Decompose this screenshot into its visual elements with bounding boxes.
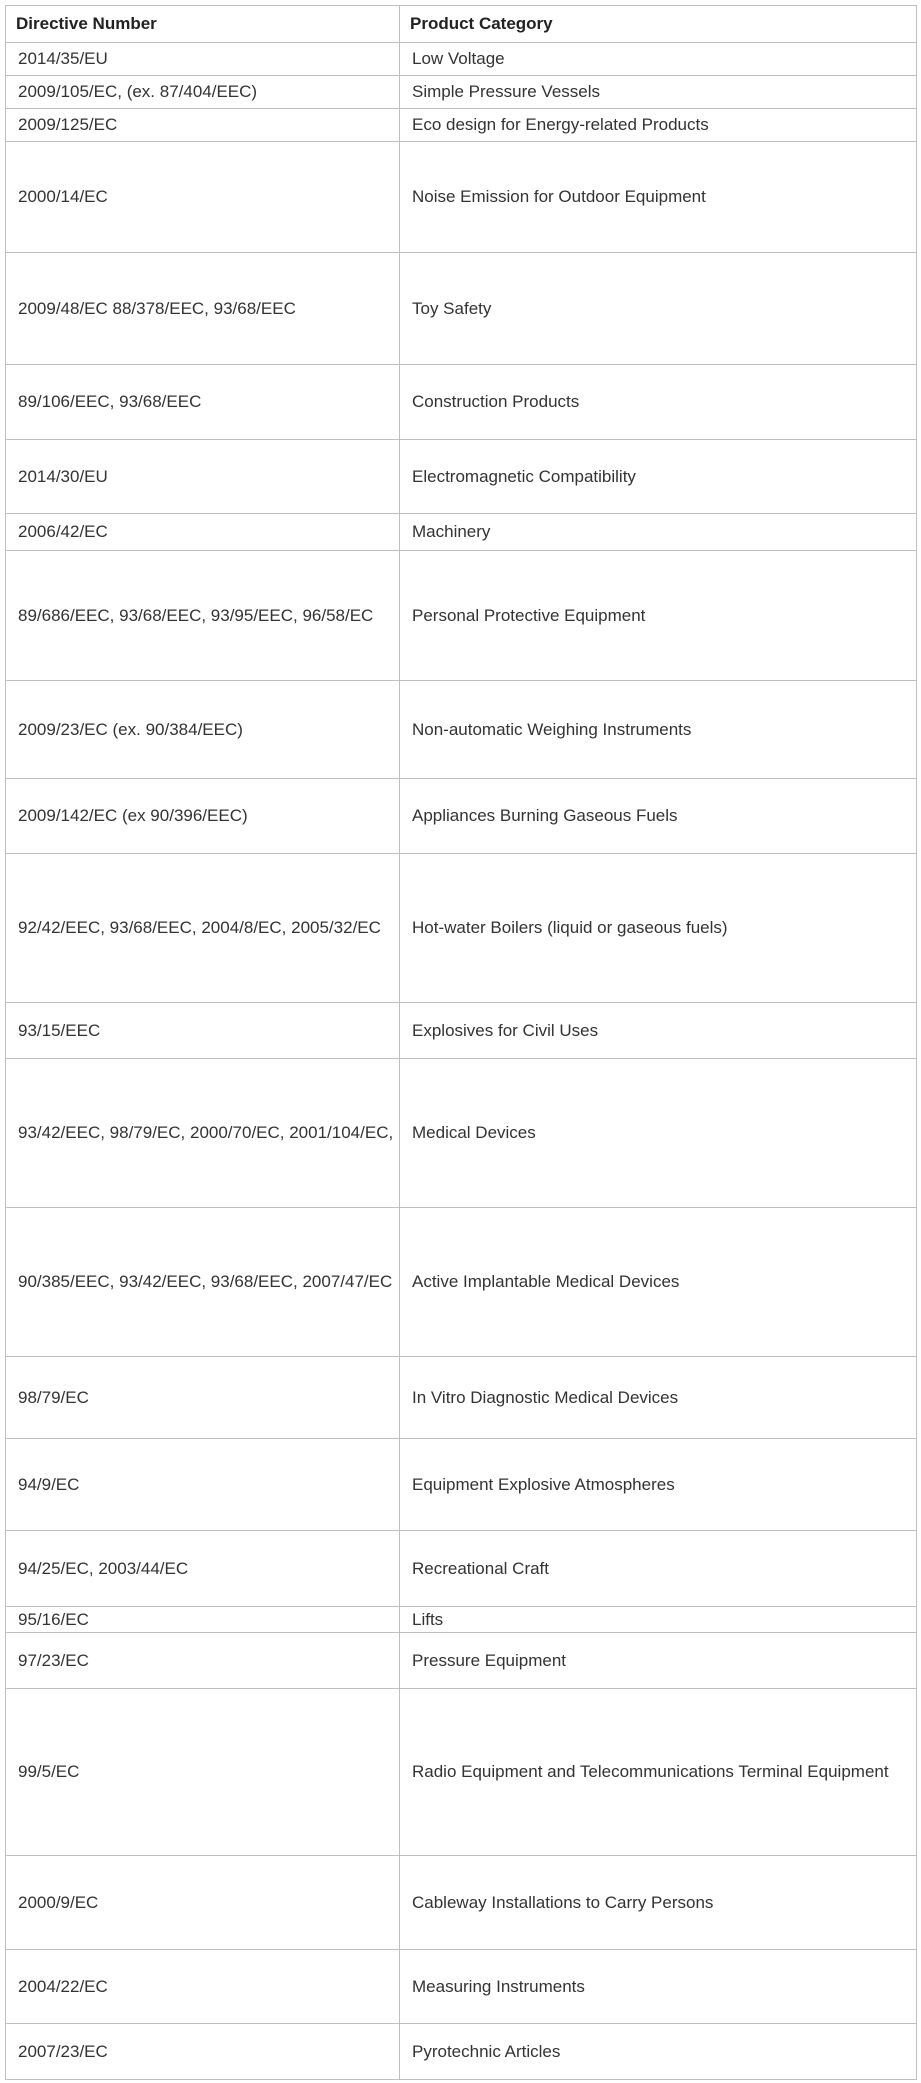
directive-number-cell: 89/106/EEC, 93/68/EEC [6,365,400,440]
table-row [6,1208,917,1357]
directive-number-cell: 2000/14/EC [6,142,400,253]
directive-number-cell: 2000/9/EC [6,1856,400,1950]
directive-number-cell: 2009/125/EC [6,109,400,142]
directive-number-cell: 95/16/EC [6,1607,400,1633]
product-category-cell: Electromagnetic Compatibility [400,440,917,514]
table-row [6,1357,917,1439]
directive-number-cell: 94/25/EC, 2003/44/EC [6,1531,400,1607]
directive-number-cell: 2009/23/EC (ex. 90/384/EEC) [6,681,400,779]
product-category-cell: Pyrotechnic Articles [400,2024,917,2080]
table-row [6,365,917,440]
product-category-cell: Explosives for Civil Uses [400,1003,917,1059]
product-category-cell: Medical Devices [400,1059,917,1208]
table-row [6,1856,917,1950]
table-row [6,1439,917,1531]
directive-number-cell: 2014/35/EU [6,43,400,76]
directive-number-cell: 2004/22/EC [6,1950,400,2024]
directive-number-cell: 90/385/EEC, 93/42/EEC, 93/68/EEC, 2007/47/EC [6,1208,400,1357]
table-row [6,854,917,1003]
table-row [6,1633,917,1689]
table-row [6,1059,917,1208]
table-row [6,1531,917,1607]
table-header-row [6,6,917,43]
directive-number-cell: 2009/142/EC (ex 90/396/EEC) [6,779,400,854]
directives-document [5,5,916,2080]
table-row [6,142,917,253]
directive-number-cell: 93/15/EEC [6,1003,400,1059]
product-category-cell: Equipment Explosive Atmospheres [400,1439,917,1531]
product-category-cell: Appliances Burning Gaseous Fuels [400,779,917,854]
table-row [6,109,917,142]
product-category-cell: Lifts [400,1607,917,1633]
product-category-cell: Machinery [400,514,917,551]
product-category-cell: Personal Protective Equipment [400,551,917,681]
header-directive-number: Directive Number [6,6,400,43]
product-category-cell: Simple Pressure Vessels [400,76,917,109]
product-category-cell: Cableway Installations to Carry Persons [400,1856,917,1950]
directive-number-cell: 92/42/EEC, 93/68/EEC, 2004/8/EC, 2005/32/EC [6,854,400,1003]
header-product-category: Product Category [400,6,917,43]
directive-number-cell: 93/42/EEC, 98/79/EC, 2000/70/EC, 2001/104/EC, [6,1059,400,1208]
table-row [6,43,917,76]
table-row [6,2024,917,2080]
directive-number-cell: 97/23/EC [6,1633,400,1689]
directive-number-cell: 2007/23/EC [6,2024,400,2080]
table-row [6,440,917,514]
product-category-cell: Recreational Craft [400,1531,917,1607]
product-category-cell: Active Implantable Medical Devices [400,1208,917,1357]
table-row [6,681,917,779]
product-category-cell: Noise Emission for Outdoor Equipment [400,142,917,253]
directive-number-cell: 2009/105/EC, (ex. 87/404/EEC) [6,76,400,109]
product-category-cell: In Vitro Diagnostic Medical Devices [400,1357,917,1439]
product-category-cell: Eco design for Energy-related Products [400,109,917,142]
table-row [6,779,917,854]
table-row [6,1003,917,1059]
product-category-cell: Low Voltage [400,43,917,76]
product-category-cell: Hot-water Boilers (liquid or gaseous fuels) [400,854,917,1003]
table-row [6,551,917,681]
product-category-cell: Measuring Instruments [400,1950,917,2024]
directive-number-cell: 2009/48/EC 88/378/EEC, 93/68/EEC [6,253,400,365]
directive-number-cell: 2014/30/EU [6,440,400,514]
directive-number-cell: 98/79/EC [6,1357,400,1439]
product-category-cell: Construction Products [400,365,917,440]
table-row [6,1950,917,2024]
directive-number-cell: 99/5/EC [6,1689,400,1856]
table-row [6,1607,917,1633]
product-category-cell: Non-automatic Weighing Instruments [400,681,917,779]
product-category-cell: Radio Equipment and Telecommunications Terminal Equipment [400,1689,917,1856]
table-row [6,76,917,109]
directive-number-cell: 2006/42/EC [6,514,400,551]
product-category-cell: Toy Safety [400,253,917,365]
table-row [6,253,917,365]
table-row [6,514,917,551]
directives-table [5,5,917,2080]
product-category-cell: Pressure Equipment [400,1633,917,1689]
table-row [6,1689,917,1856]
directive-number-cell: 94/9/EC [6,1439,400,1531]
directive-number-cell: 89/686/EEC, 93/68/EEC, 93/95/EEC, 96/58/EC [6,551,400,681]
